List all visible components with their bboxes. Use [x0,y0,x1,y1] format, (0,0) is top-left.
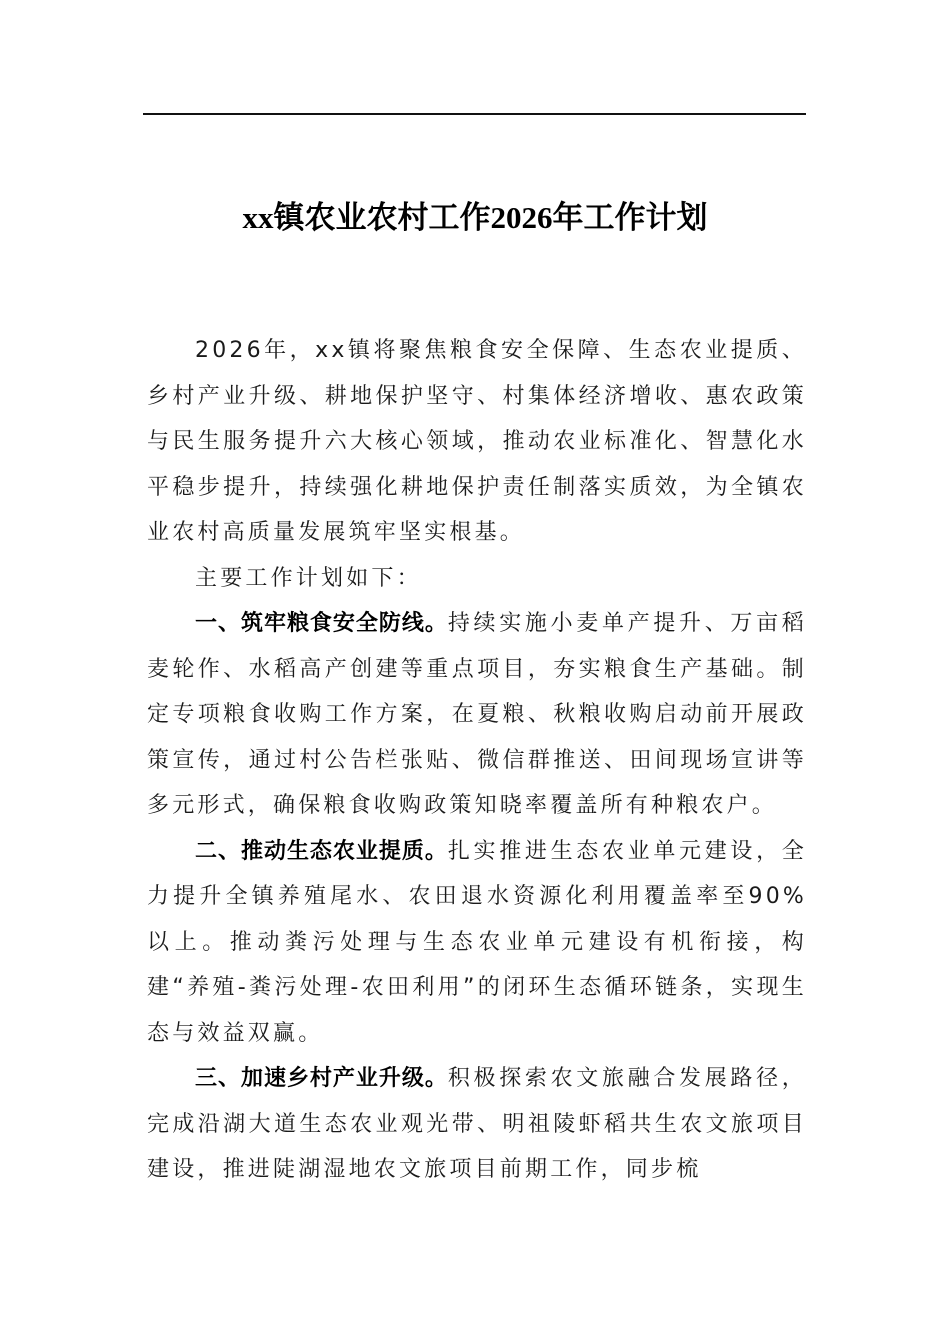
section-text-1: 持续实施小麦单产提升、万亩稻麦轮作、水稻高产创建等重点项目，夯实粮食生产基础。制定专项粮食收购工作方案，在夏粮、秋粮收购启动前开展政策宣传，通过村公告栏张贴、微信群推送、田间现场宣讲等多元形式，确保粮食收购政策知晓率覆盖所有种粮农户。 [147,611,807,818]
document-body [147,328,807,1193]
section-heading-3: 三、加速乡村产业升级。 [195,1066,448,1091]
plan-intro-paragraph: 主要工作计划如下： [195,565,422,591]
section-paragraph-3 [147,1056,807,1193]
section-text-3: 积极探索农文旅融合发展路径，完成沿湖大道生态农业观光带、明祖陵虾稻共生农文旅项目建设，推进陡湖湿地农文旅项目前期工作，同步梳 [147,1066,807,1182]
header-divider [143,113,806,115]
section-paragraph-2 [147,829,807,1057]
section-paragraph-1 [147,601,807,829]
section-text-2: 扎实推进生态农业单元建设，全力提升全镇养殖尾水、农田退水资源化利用覆盖率至90%以上。推动粪污处理与生态农业单元建设有机衔接，构建“养殖-粪污处理-农田利用”的闭环生态循环链条，实现生态与效益双赢。 [147,838,807,1046]
intro-paragraph: 2026年，xx镇将聚焦粮食安全保障、生态农业提质、乡村产业升级、耕地保护坚守、村集体经济增收、惠农政策与民生服务提升六大核心领域，推动农业标准化、智慧化水平稳步提升，持续强化耕地保护责任制落实质效，为全镇农业农村高质量发展筑牢坚实根基。 [147,338,807,545]
document-title: xx镇农业农村工作2026年工作计划 [242,200,708,235]
section-heading-1: 一、筑牢粮食安全防线。 [195,611,448,636]
section-heading-2: 二、推动生态农业提质。 [195,838,448,864]
